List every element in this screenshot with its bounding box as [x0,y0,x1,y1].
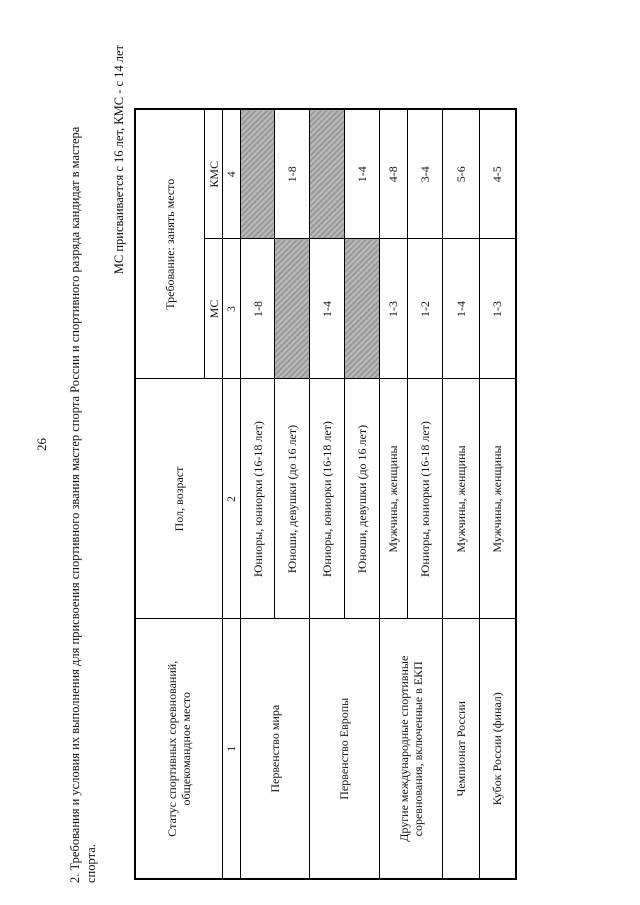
table-row [310,109,345,879]
page-number: 26 [34,438,49,451]
row-ms: 1-4 [442,239,479,379]
row-status: Первенство мира [240,619,309,879]
row-ms: 1-4 [310,239,345,379]
section-heading: 2. Требования и условия их выполнения для присвоения спортивного звания мастер спорта России и спортивного разряда кандидат в мастера спорта. [68,126,98,883]
row-gender: Юноши, девушки (до 16 лет) [344,379,379,619]
shaded-cell [275,239,310,379]
col-number-3: 3 [223,239,240,379]
rotated-content [60,45,620,890]
requirements-table [134,108,517,880]
row-kms: 5-6 [442,109,479,239]
row-gender: Юниоры, юниорки (16-18 лет) [408,379,443,619]
row-gender: Мужчины, женщины [479,379,516,619]
row-status: Первенство Европы [310,619,379,879]
row-gender: Юноши, девушки (до 16 лет) [275,379,310,619]
row-gender: Мужчины, женщины [442,379,479,619]
col-number-2: 2 [223,379,240,619]
row-gender: Юниоры, юниорки (16-18 лет) [310,379,345,619]
col-number-4: 4 [223,109,240,239]
row-status: Чемпионат России [442,619,479,879]
row-kms: 4-5 [479,109,516,239]
header-requirement: Требование: занять место [135,109,204,379]
table-row [379,109,408,879]
header-gender-age: Пол, возраст [135,379,223,619]
row-ms: 1-3 [479,239,516,379]
row-kms: 1-4 [344,109,379,239]
row-gender: Юниоры, юниорки (16-18 лет) [240,379,275,619]
table-row [442,109,479,879]
row-status: Кубок России (финал) [479,619,516,879]
table-row [479,109,516,879]
row-status: Другие международные спортивные соревнования, включенные в ЕКП [379,619,442,879]
row-kms: 4-8 [379,109,408,239]
row-ms: 1-3 [379,239,408,379]
shaded-cell [344,239,379,379]
age-note: МС присваивается с 16 лет, КМС - с 14 лет [112,45,126,275]
row-ms: 1-8 [240,239,275,379]
shaded-cell [310,109,345,239]
col-number-1: 1 [223,619,240,879]
row-kms: 1-8 [275,109,310,239]
header-ms: МС [204,239,222,379]
shaded-cell [240,109,275,239]
row-kms: 3-4 [408,109,443,239]
row-gender: Мужчины, женщины [379,379,408,619]
row-ms: 1-2 [408,239,443,379]
table-row [240,109,275,879]
header-kms: КМС [204,109,222,239]
header-status: Статус спортивных соревнований, общекомандное место [135,619,223,879]
